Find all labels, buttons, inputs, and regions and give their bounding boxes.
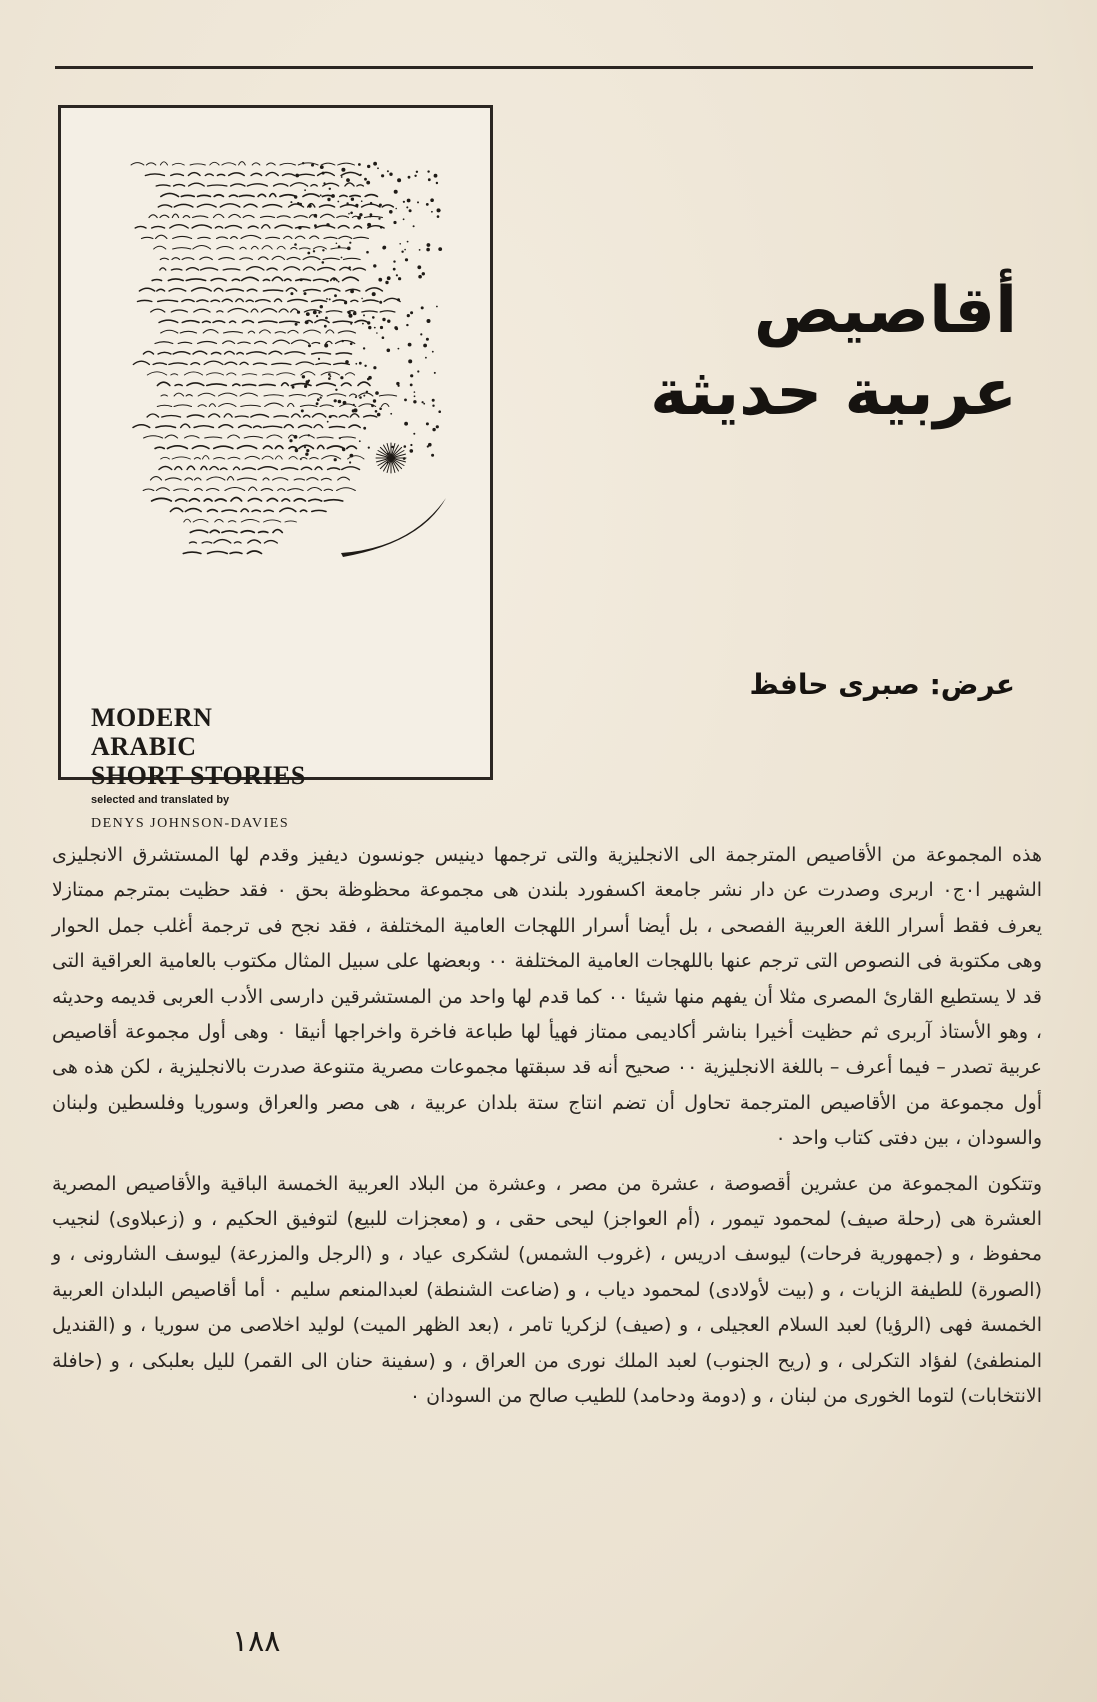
- calligraphy-illustration: [91, 153, 461, 673]
- cover-title-line-3: SHORT STORIES: [91, 761, 306, 790]
- page-number: ١٨٨: [232, 1624, 281, 1659]
- cover-author: DENYS JOHNSON-DAVIES: [91, 816, 290, 831]
- article-title: [577, 270, 1017, 434]
- article-title-line-1: أقاصيص: [753, 274, 1017, 348]
- article-byline: عرض: صبرى حافظ: [749, 668, 1015, 701]
- cover-title-line-1: MODERN: [91, 703, 213, 732]
- book-cover-image: [58, 105, 493, 831]
- book-cover-title: [91, 703, 471, 832]
- top-rule: [55, 66, 1033, 69]
- article-title-line-2: عربية حديثة: [650, 356, 1017, 430]
- body-paragraph-2: وتتكون المجموعة من عشرين أقصوصة ، عشرة من مصر ، وعشرة من البلاد العربية الخمسة الباقية والأقاصيص المصرية العشرة هى (رحلة صيف) لمحمود تيمور ، (أم العواجز) ليحى حقى ، و (معجزات للبيع) لتوفيق الحكيم ، و (زعبلاوى) لنجيب محفوظ ، و (جمهورية فرحات) ليوسف ادريس ، (غروب الشمس) لشكرى عياد ، و (الرجل والمزرعة) ليوسف الشارونى ، و (الصورة) للطيفة الزيات ، و (بيت لأولادى) لمحمود دياب ، و (ضاعت الشنطة) لعبدالمنعم سليم ٠ أما أقاصيص البلدان العربية الخمسة فهى (الرؤيا) لعبد السلام العجيلى ، و (صيف) لزكريا تامر ، (بعد الظهر الميت) لوليد اخلاصى من سوريا ، و (القنديل المنطفئ) لفؤاد التكرلى ، و (ريح الجنوب) لعبد الملك نورى من العراق ، و (سفينة حنان الى القمر) لليل بعلبكى ، و (حافلة الانتخابات) لتوما الخورى من لبنان ، و (دومة ودحامد) للطيب صالح من السودان ٠: [52, 1172, 1042, 1408]
- cover-subtitle: selected and translated by: [91, 794, 230, 806]
- body-paragraph-1: هذه المجموعة من الأقاصيص المترجمة الى الانجليزية والتى ترجمها دينيس جونسون ديفيز وقدم لها المستشرق الانجليزى الشهير ا٠ج٠ اربرى وصدرت عن دار نشر جامعة اكسفورد بلندن هى مجموعة محظوظة بحق ٠ فقد حظيت بمترجم ممتازلا يعرف فقط أسرار اللغة العربية الفصحى ، بل أيضا أسرار اللهجات العامية المختلفة ، فقد نجح فى ترجمة أغلب جمل الحوار وهى مكتوبة فى النصوص التى ترجم عنها باللهجات العامية المختلفة ٠٠ وبعضها على سبيل المثال مكتوب بالعامية العراقية التى قد لا يستطيع القارئ المصرى مثلا أن يفهم منها شيئا ٠٠ كما قدم لها واحد من المستشرقين دارسى الأدب العربى قديمه وحديثه ، وهو الأستاذ آربرى ثم حظيت أخيرا بناشر أكاديمى ممتاز فهيأ لها طباعة فاخرة واخراجها أنيقا ٠ وهى أول مجموعة أقاصيص عربية تصدر – فيما أعرف – باللغة الانجليزية ٠٠ صحيح أنه قد سبقتها مجموعات مصرية متنوعة صدرت بالانجليزية ، لكن هذه هى أول مجموعة من الأقاصيص المترجمة تحاول أن تضم انتاج ستة بلدان عربية ، هى مصر والعراق وسوريا وفلسطين ولبنان والسودان ، بين دفتى كتاب واحد ٠: [52, 844, 1043, 1150]
- article-body: [52, 838, 1042, 1415]
- cover-title-line-2: ARABIC: [91, 732, 197, 761]
